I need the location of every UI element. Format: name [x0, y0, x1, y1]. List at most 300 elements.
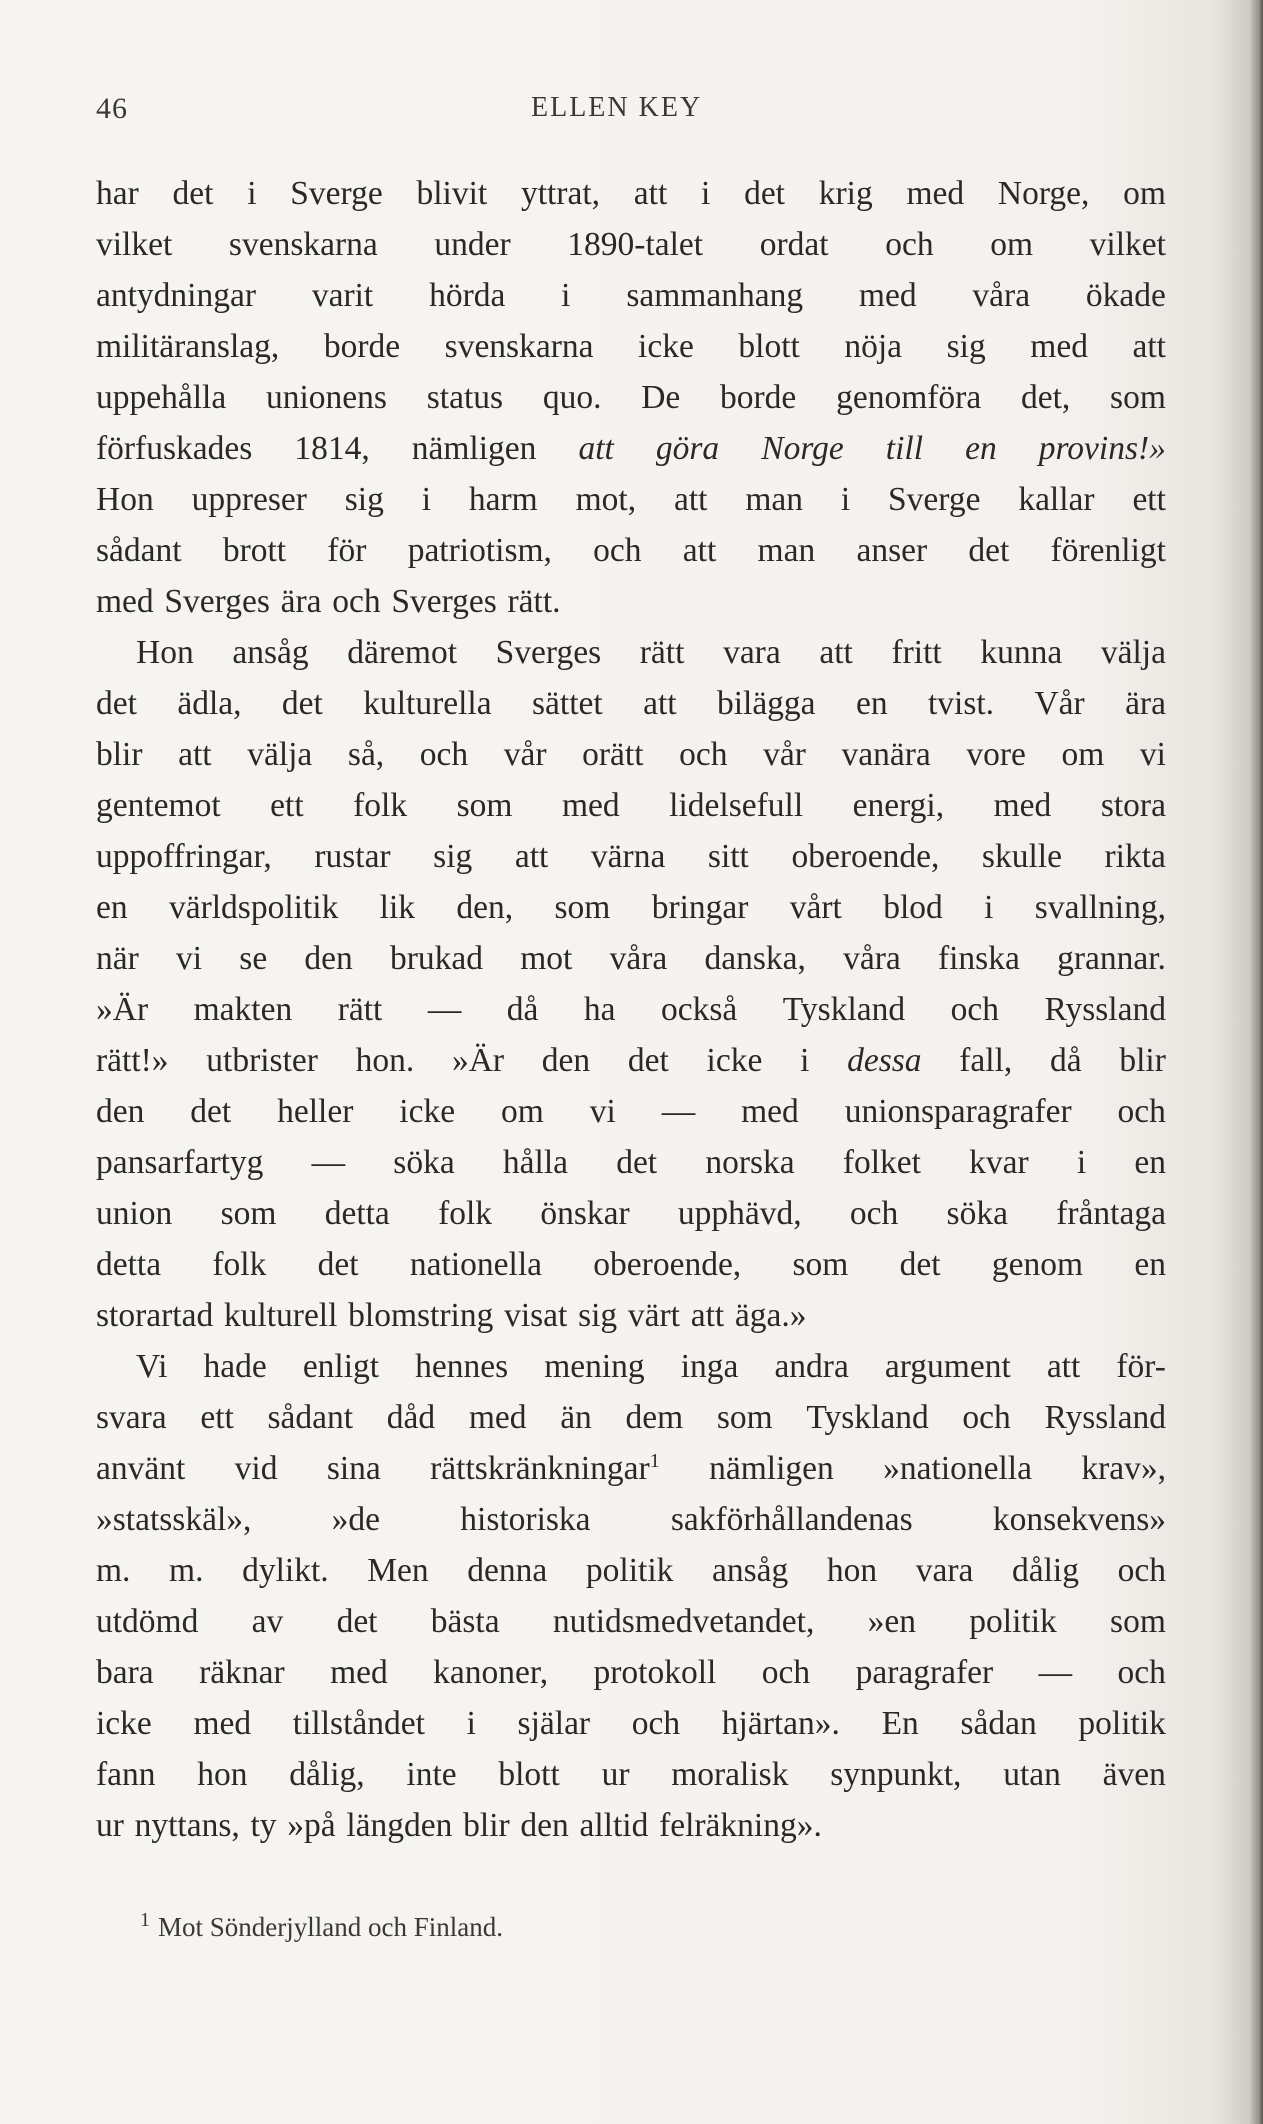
word: under [434, 226, 511, 263]
word: militäranslag, [96, 328, 280, 365]
word: för- [1116, 1348, 1166, 1385]
word: brott [222, 532, 287, 569]
text-line [96, 627, 1166, 678]
word: vilket [96, 226, 173, 263]
word: vara [915, 1552, 974, 1589]
word: genomföra [836, 379, 982, 416]
word: en [1134, 1144, 1166, 1181]
word: hålla [502, 1144, 568, 1181]
body-text [96, 168, 1166, 1851]
word: icke [706, 1042, 763, 1079]
word: med [858, 277, 917, 314]
text-line [96, 1392, 1166, 1443]
word: kulturell [223, 1297, 338, 1334]
text-line [96, 984, 1166, 1035]
word: hon [197, 1756, 248, 1793]
word: Ryssland [1044, 1399, 1166, 1436]
word: svenskarna [444, 328, 594, 365]
word: vi [589, 1093, 616, 1130]
word: då [1050, 1042, 1082, 1079]
word: icke [96, 1705, 152, 1742]
word: norska [705, 1144, 795, 1181]
word: i [466, 1705, 476, 1742]
word: med [561, 787, 620, 824]
word: sig [433, 838, 473, 875]
text-line [96, 219, 1166, 270]
word: längden [346, 1807, 453, 1844]
word: för [327, 532, 367, 569]
word: i [800, 1042, 810, 1079]
word: Sverges [495, 634, 602, 671]
word: se [239, 940, 268, 977]
word: En [881, 1705, 919, 1742]
word: man [745, 481, 803, 518]
word: nämligen [411, 430, 537, 467]
word: krig [818, 175, 873, 212]
word: och [631, 1705, 681, 1742]
text-line [96, 1443, 1166, 1494]
word: visat [504, 1297, 568, 1334]
text-line [96, 474, 1166, 525]
word: och [679, 736, 728, 773]
word: synpunkt, [830, 1756, 962, 1793]
word: svara [96, 1399, 167, 1436]
word: detta [96, 1246, 162, 1283]
word: att [633, 175, 668, 212]
word: »Är [96, 991, 149, 1028]
word: att [819, 634, 853, 671]
word: nationella [409, 1246, 542, 1283]
paragraph [96, 168, 1166, 627]
word: värt [627, 1297, 680, 1334]
word: blott [498, 1756, 560, 1793]
word: ordat [759, 226, 829, 263]
word: sättet [531, 685, 603, 722]
word: våra [609, 940, 668, 977]
word: fråntaga [1056, 1195, 1166, 1232]
word: status [426, 379, 504, 416]
word: att [1132, 328, 1166, 365]
word: dåd [386, 1399, 436, 1436]
word: dessa [847, 1042, 922, 1079]
word: energi, [852, 787, 945, 824]
word: ansåg [711, 1552, 789, 1589]
word: rätt. [507, 583, 561, 620]
word: önskar [540, 1195, 630, 1232]
word: ett [1132, 481, 1166, 518]
text-line [96, 1188, 1166, 1239]
text-line [96, 1494, 1166, 1545]
word: Men [367, 1552, 429, 1589]
word: ära [280, 583, 322, 620]
footnote-text: Mot Sönderjylland och Finland. [158, 1912, 503, 1942]
word: bästa [430, 1603, 500, 1640]
word: den [96, 1093, 145, 1130]
word: sammanhang [626, 277, 804, 314]
word: storartad [96, 1297, 214, 1334]
text-line [96, 831, 1166, 882]
word: förfuskades [96, 430, 253, 467]
word: svenskarna [228, 226, 378, 263]
word: »på [287, 1807, 336, 1844]
word: med [993, 787, 1052, 824]
text-line [96, 423, 1166, 474]
word: hennes [415, 1348, 509, 1385]
word: sig [344, 481, 384, 518]
word: harm [468, 481, 538, 518]
word: mot, [575, 481, 637, 518]
word: ett [270, 787, 304, 824]
word: dålig [1012, 1552, 1079, 1589]
text-line [96, 270, 1166, 321]
word: lik [379, 889, 416, 926]
word: nyttans, [134, 1807, 240, 1844]
word: det [190, 1093, 232, 1130]
text-line [96, 1596, 1166, 1647]
word: vore [966, 736, 1026, 773]
word: vi [176, 940, 203, 977]
text-line [96, 729, 1166, 780]
word: konsekvens» [992, 1501, 1166, 1538]
word: utan [1003, 1756, 1061, 1793]
word: dålig, [289, 1756, 365, 1793]
word: Norge, [997, 175, 1090, 212]
word: söka [393, 1144, 455, 1181]
word: blir [463, 1807, 510, 1844]
word: sådant [267, 1399, 354, 1436]
word: argument [884, 1348, 1011, 1385]
word: i [701, 175, 711, 212]
word: enligt [302, 1348, 380, 1385]
word: historiska [460, 1501, 591, 1538]
word: Norge [761, 430, 844, 467]
word: att [673, 481, 708, 518]
word: — [427, 991, 462, 1028]
word: 1814, [294, 430, 370, 467]
word: dem [625, 1399, 684, 1436]
word: och [1117, 1093, 1166, 1130]
word: ur [96, 1807, 124, 1844]
word: med [330, 1654, 388, 1691]
word: fann [96, 1756, 156, 1793]
word: utdömd [96, 1603, 199, 1640]
word: det [96, 685, 137, 722]
word: och [849, 1195, 899, 1232]
word: ett [200, 1399, 234, 1436]
word: också [661, 991, 738, 1028]
word: det [317, 1246, 359, 1283]
word: som [220, 1195, 277, 1232]
text-line [96, 1698, 1166, 1749]
word: politik [1078, 1705, 1166, 1742]
word: våra [843, 940, 901, 977]
word: med [1030, 328, 1088, 365]
word: det [616, 1144, 658, 1181]
word: rikta [1104, 838, 1166, 875]
word: oberoende, [791, 838, 940, 875]
word: ur [601, 1756, 630, 1793]
word: Sverges [391, 583, 497, 620]
text-line [96, 882, 1166, 933]
word: att [514, 838, 549, 875]
word: antydningar [96, 277, 257, 314]
word: med [193, 1705, 252, 1742]
word: patriotism, [407, 532, 552, 569]
word: välja [1100, 634, 1166, 671]
word: blir [96, 736, 143, 773]
word: det [336, 1603, 378, 1640]
word: av [251, 1603, 284, 1640]
text-line [96, 933, 1166, 984]
word: quo. [542, 379, 602, 416]
word: moralisk [671, 1756, 789, 1793]
word: inga [680, 1348, 739, 1385]
word: med [741, 1093, 799, 1130]
word: man [757, 532, 816, 569]
word: varit [311, 277, 374, 314]
word: unionsparagrafer [844, 1093, 1072, 1130]
word: som [716, 1399, 773, 1436]
word: bringar [651, 889, 749, 926]
word: heller [277, 1093, 354, 1130]
word: pansarfartyg [96, 1144, 264, 1181]
word: i [247, 175, 257, 212]
word: »de [331, 1501, 381, 1538]
word: som [1110, 1603, 1166, 1640]
word: i [561, 277, 571, 314]
word: kulturella [363, 685, 492, 722]
word: sakförhållandenas [670, 1501, 913, 1538]
word: uppehålla [96, 379, 227, 416]
text-line [96, 678, 1166, 729]
text-line [96, 780, 1166, 831]
word: fritt [891, 634, 942, 671]
word: tvist. [927, 685, 995, 722]
word: union [96, 1195, 173, 1232]
word: detta [324, 1195, 390, 1232]
word: äga.» [734, 1297, 807, 1334]
word: däremot [347, 634, 458, 671]
word: folk [353, 787, 408, 824]
word: Tyskland [806, 1399, 929, 1436]
word: det [172, 175, 214, 212]
word: kallar [1018, 481, 1095, 518]
word: att [690, 1297, 725, 1334]
word: rätt!» [96, 1042, 169, 1079]
word: även [1102, 1756, 1166, 1793]
word: m. [96, 1552, 131, 1589]
word: använt [96, 1450, 186, 1487]
word: kunna [980, 634, 1063, 671]
text-line [96, 1545, 1166, 1596]
word: som [792, 1246, 849, 1283]
text-line [96, 1290, 1166, 1341]
word: Sverge [290, 175, 383, 212]
text-line [96, 1749, 1166, 1800]
word: den [304, 940, 353, 977]
word: gentemot [96, 787, 221, 824]
word: m. [169, 1552, 204, 1589]
word: De [641, 379, 681, 416]
word: »Är [451, 1042, 505, 1079]
word: krav», [1081, 1450, 1166, 1487]
word: 1890-talet [567, 226, 704, 263]
word: »statsskäl», [96, 1501, 252, 1538]
word: värna [590, 838, 666, 875]
word: oberoende, [593, 1246, 742, 1283]
word: söka [946, 1195, 1008, 1232]
word: nöja [844, 328, 903, 365]
word: Tyskland [782, 991, 906, 1028]
word: nutidsmedvetandet, [552, 1603, 815, 1640]
word: Hon [136, 634, 194, 671]
word: och [1117, 1552, 1166, 1589]
word: rätt [337, 991, 383, 1028]
text-line [96, 1239, 1166, 1290]
word: en [1134, 1246, 1166, 1283]
text-line [96, 1647, 1166, 1698]
word: att [682, 532, 717, 569]
text-line [96, 1800, 1166, 1851]
word: ha [583, 991, 616, 1028]
word: det [899, 1246, 941, 1283]
word: om [1123, 175, 1166, 212]
word: — [1038, 1654, 1073, 1691]
word: med [906, 175, 965, 212]
word: en [855, 685, 888, 722]
text-line [96, 576, 1166, 627]
word: så, [347, 736, 385, 773]
word: och [419, 736, 469, 773]
word: och [593, 532, 642, 569]
word: vi [1139, 736, 1166, 773]
text-line [96, 1035, 1166, 1086]
word: som [456, 787, 513, 824]
word: som [554, 889, 611, 926]
word: vid [234, 1450, 278, 1487]
word: ökade [1085, 277, 1166, 314]
word: själar [517, 1705, 591, 1742]
word: ansåg [232, 634, 309, 671]
word: blomstring [348, 1297, 494, 1334]
word: folket [842, 1144, 921, 1181]
word: och [761, 1654, 811, 1691]
word: och [1117, 1654, 1166, 1691]
word: det [281, 685, 323, 722]
word: sig [946, 328, 986, 365]
word: det [968, 532, 1010, 569]
word: »en [867, 1603, 916, 1640]
word: Sverges [164, 583, 270, 620]
word: rättskränkningar$^1$ [430, 1449, 660, 1487]
word: icke [399, 1093, 456, 1130]
word: bara [96, 1654, 154, 1691]
word: unionens [266, 379, 387, 416]
word: det, [1020, 379, 1071, 416]
text-line [96, 168, 1166, 219]
word: den [541, 1042, 591, 1079]
word: andra [774, 1348, 849, 1385]
word: Vi [136, 1348, 168, 1385]
word: kvar [969, 1144, 1029, 1181]
word: genom [991, 1246, 1084, 1283]
word: till [885, 430, 924, 467]
word: det [627, 1042, 669, 1079]
word: stora [1100, 787, 1166, 824]
text-line [96, 525, 1166, 576]
word: danska, [704, 940, 806, 977]
word: mot [520, 940, 573, 977]
word: det [744, 175, 785, 212]
word: skulle [981, 838, 1062, 875]
word: Sverge [888, 481, 981, 518]
word: sina [326, 1450, 381, 1487]
word: borde [720, 379, 797, 416]
word: den [520, 1807, 569, 1844]
word: göra [655, 430, 720, 467]
word: att [178, 736, 212, 773]
word: än [560, 1399, 592, 1436]
word: folk [438, 1195, 493, 1232]
word: upphävd, [677, 1195, 802, 1232]
word: om [1061, 736, 1105, 773]
word: felräkning». [659, 1807, 822, 1844]
paragraph [96, 627, 1166, 1341]
word: och [962, 1399, 1011, 1436]
word: rustar [314, 838, 391, 875]
word: uppreser [191, 481, 307, 518]
word: tillståndet [292, 1705, 425, 1742]
word: i [421, 481, 432, 518]
word: att [1046, 1348, 1081, 1385]
word: ära [1125, 685, 1166, 722]
text-line [96, 1137, 1166, 1188]
word: har [96, 175, 139, 212]
word: grannar. [1057, 940, 1166, 977]
word: blir [1119, 1042, 1166, 1079]
word: yttrat, [520, 175, 601, 212]
word: vår [503, 736, 547, 773]
page-number: 46 [96, 92, 128, 125]
word: paragrafer [855, 1654, 994, 1691]
word: orätt [582, 736, 644, 773]
word: vanära [841, 736, 931, 773]
word: makten [193, 991, 293, 1028]
word: blott [738, 328, 800, 365]
word: anser [856, 532, 928, 569]
word: i [840, 481, 851, 518]
word: ädla, [177, 685, 242, 722]
word: rätt [639, 634, 685, 671]
word: politik [585, 1552, 674, 1589]
word: att [643, 685, 677, 722]
word: fall, [959, 1042, 1013, 1079]
word: en [965, 430, 997, 467]
word: om [990, 226, 1034, 263]
word: Ryssland [1044, 991, 1166, 1028]
word: när [96, 940, 139, 977]
word: att [578, 430, 614, 467]
word: med [96, 583, 154, 620]
word: vårt [789, 889, 842, 926]
footnote-mark: 1 [140, 1909, 150, 1931]
word: sådan [960, 1705, 1037, 1742]
page-header [96, 92, 1176, 132]
word: hjärtan». [721, 1705, 840, 1742]
word: borde [323, 328, 401, 365]
word: uppoffringar, [96, 838, 272, 875]
word: dylikt. [242, 1552, 329, 1589]
